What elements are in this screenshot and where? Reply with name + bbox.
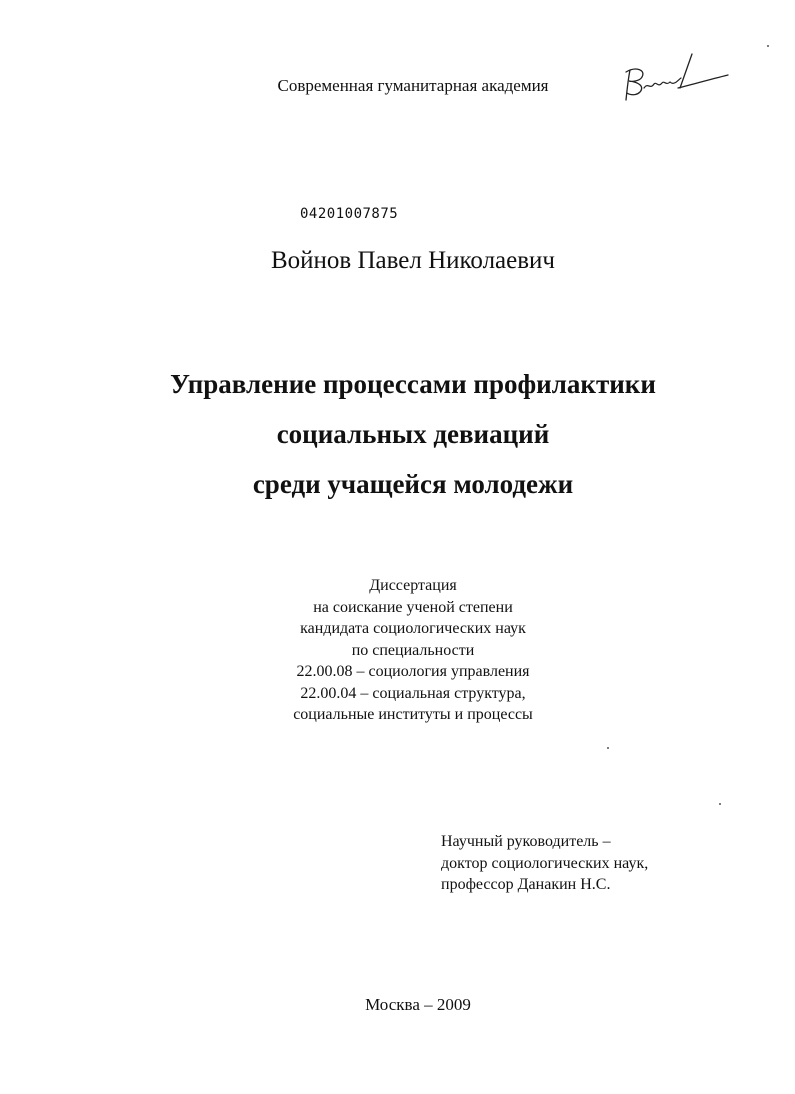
scan-speck [719,803,721,805]
scan-speck [767,45,769,47]
dissertation-title [0,359,795,509]
degree-line: 22.00.04 – социальная структура, [300,684,526,702]
degree-line: 22.00.08 – социология управления [296,663,530,680]
author-name: Войнов Павел Николаевич [270,247,556,274]
supervisor-line: Научный руководитель – [441,833,611,850]
title-line: среди учащейся молодежи [252,469,574,499]
degree-line: по специальности [351,641,475,659]
degree-line: социальные институты и процессы [293,706,533,723]
degree-line: Диссертация [369,577,457,594]
catalog-code: 04201007875 [300,206,399,222]
scan-speck [607,747,609,749]
degree-line: кандидата социологических наук [300,620,526,637]
degree-line: на соискание ученой степени [313,598,513,616]
degree-statement [0,575,795,726]
handwritten-signature [618,48,733,104]
title-line: социальных девиаций [276,419,550,449]
title-line: Управление процессами профилактики [170,369,656,399]
supervisor-line: доктор социологических наук, [441,854,649,872]
institution-name: Современная гуманитарная академия [277,76,549,95]
supervisor-block [441,831,648,896]
city-year: Москва – 2009 [365,995,471,1014]
supervisor-line: профессор Данакин Н.С. [441,876,611,893]
